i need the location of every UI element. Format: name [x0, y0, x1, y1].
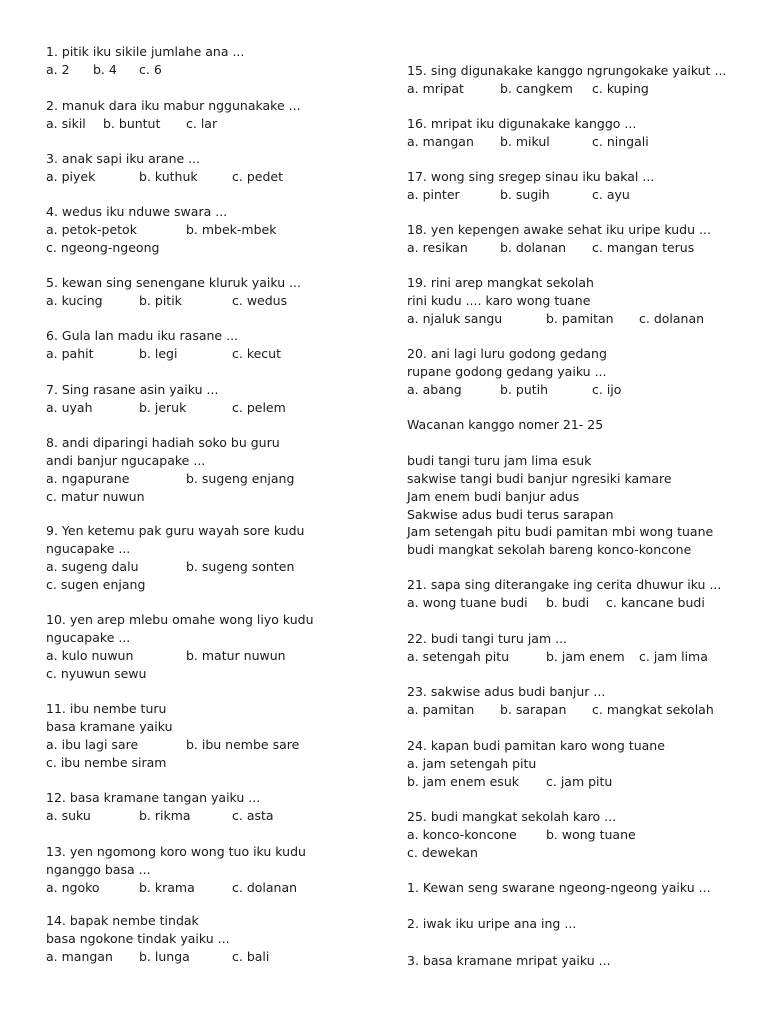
option-a[interactable]: a. pahit	[46, 346, 94, 361]
option-b[interactable]: b. mbek-mbek	[186, 222, 277, 237]
option-a[interactable]: a. 2	[46, 62, 70, 77]
question-text-continued: ngucapake ...	[46, 541, 131, 556]
answer-options	[46, 346, 371, 362]
question-text: 9. Yen ketemu pak guru wayah sore kudu	[46, 523, 305, 538]
answer-options	[46, 949, 371, 965]
option-a[interactable]: a. ngoko	[46, 880, 100, 895]
question-text: 20. ani lagi luru godong gedang	[407, 346, 607, 361]
answer-options	[407, 311, 737, 327]
option-a[interactable]: a. pinter	[407, 187, 460, 202]
option-b[interactable]: b. ibu nembe sare	[186, 737, 300, 752]
option-c[interactable]: c. pelem	[232, 400, 286, 415]
reading-line: budi tangi turu jam lima esuk	[407, 453, 592, 468]
question-text: 2. manuk dara iku mabur nggunakake ...	[46, 98, 301, 113]
reading-line: Jam setengah pitu budi pamitan mbi wong tuane	[407, 524, 714, 539]
option-a[interactable]: a. ibu lagi sare	[46, 737, 139, 752]
question-text: 8. andi diparingi hadiah soko bu guru	[46, 435, 280, 450]
question-text: 1. pitik iku sikile jumlahe ana ...	[46, 44, 245, 59]
question-text: 4. wedus iku nduwe swara ...	[46, 204, 228, 219]
option-c[interactable]: c. sugen enjang	[46, 577, 146, 592]
question-text-continued: basa kramane yaiku	[46, 719, 173, 734]
option-b[interactable]: b. sarapan	[500, 702, 567, 717]
option-a[interactable]: a. sikil	[46, 116, 86, 131]
reading-line: Jam enem budi banjur adus	[407, 489, 580, 504]
option-b[interactable]: b. mikul	[500, 134, 550, 149]
option-b[interactable]: b. jeruk	[139, 400, 187, 415]
option-c[interactable]: c. ngeong-ngeong	[46, 240, 160, 255]
answer-options	[407, 774, 737, 790]
option-c[interactable]: c. mangkat sekolah	[592, 702, 714, 717]
option-b[interactable]: b. sugih	[500, 187, 550, 202]
question-text: 13. yen ngomong koro wong tuo iku kudu	[46, 844, 306, 859]
answer-options	[46, 293, 371, 309]
option-a[interactable]: a. petok-petok	[46, 222, 137, 237]
answer-options	[407, 595, 737, 611]
option-b[interactable]: b. sugeng sonten	[186, 559, 295, 574]
option-c[interactable]: c. jam pitu	[546, 774, 613, 789]
answer-options	[407, 702, 737, 718]
answer-options	[46, 880, 371, 896]
question-text: 23. sakwise adus budi banjur ...	[407, 684, 606, 699]
option-b[interactable]: b. jam enem	[546, 649, 625, 664]
question-text: 16. mripat iku digunakake kanggo ...	[407, 116, 637, 131]
option-b[interactable]: b. legi	[139, 346, 178, 361]
reading-line: Sakwise adus budi terus sarapan	[407, 507, 614, 522]
option-b[interactable]: b. wong tuane	[546, 827, 636, 842]
option-b[interactable]: b. pamitan	[546, 311, 614, 326]
reading-title: Wacanan kanggo nomer 21- 25	[407, 417, 604, 432]
option-c[interactable]: c. 6	[139, 62, 162, 77]
option-a[interactable]: a. mripat	[407, 81, 464, 96]
option-b[interactable]: b. rikma	[139, 808, 191, 823]
option-b[interactable]: b. sugeng enjang	[186, 471, 295, 486]
option-a[interactable]: a. suku	[46, 808, 91, 823]
question-text: 17. wong sing sregep sinau iku bakal ...	[407, 169, 655, 184]
answer-options	[407, 81, 737, 97]
option-c[interactable]: c. kuping	[592, 81, 649, 96]
option-b[interactable]: b. krama	[139, 880, 195, 895]
question-text: 12. basa kramane tangan yaiku ...	[46, 790, 261, 805]
question-text: 19. rini arep mangkat sekolah	[407, 275, 594, 290]
answer-options	[46, 222, 371, 238]
question-text: 18. yen kepengen awake sehat iku uripe kudu ...	[407, 222, 711, 237]
question-text-continued: nganggo basa ...	[46, 862, 151, 877]
option-a[interactable]: a. mangan	[407, 134, 474, 149]
answer-options	[407, 382, 737, 398]
question-text: 6. Gula lan madu iku rasane ...	[46, 328, 239, 343]
option-a[interactable]: a. mangan	[46, 949, 113, 964]
answer-options	[407, 827, 737, 843]
answer-options	[46, 648, 371, 664]
question-text: 22. budi tangi turu jam ...	[407, 631, 568, 646]
option-c[interactable]: c. dolanan	[639, 311, 705, 326]
question-text: 7. Sing rasane asin yaiku ...	[46, 382, 219, 397]
answer-options	[407, 187, 737, 203]
question-text: 3. anak sapi iku arane ...	[46, 151, 201, 166]
option-c[interactable]: c. ningali	[592, 134, 649, 149]
answer-options	[46, 808, 371, 824]
option-c[interactable]: c. ijo	[592, 382, 622, 397]
reading-line: budi mangkat sekolah bareng konco-koncone	[407, 542, 692, 557]
essay-question: 2. iwak iku uripe ana ing ...	[407, 916, 577, 931]
essay-question: 1. Kewan seng swarane ngeong-ngeong yaiku ...	[407, 880, 711, 895]
option-b[interactable]: b. buntut	[103, 116, 161, 131]
option-c[interactable]: c. mangan terus	[592, 240, 695, 255]
option-b[interactable]: b. pitik	[139, 293, 182, 308]
option-a[interactable]: a. jam setengah pitu	[407, 756, 537, 771]
option-b[interactable]: b. lunga	[139, 949, 190, 964]
answer-options	[407, 649, 737, 665]
option-c[interactable]: c. ayu	[592, 187, 630, 202]
question-text: 25. budi mangkat sekolah karo ...	[407, 809, 617, 824]
question-text-continued: ngucapake ...	[46, 630, 131, 645]
question-text: 11. ibu nembe turu	[46, 701, 167, 716]
answer-options	[46, 169, 371, 185]
option-c[interactable]: c. dolanan	[232, 880, 298, 895]
option-c[interactable]: c. lar	[186, 116, 218, 131]
answer-options	[46, 62, 371, 78]
question-text: 14. bapak nembe tindak	[46, 913, 199, 928]
option-a[interactable]: a. uyah	[46, 400, 93, 415]
option-c[interactable]: c. ibu nembe siram	[46, 755, 167, 770]
option-a[interactable]: a. ngapurane	[46, 471, 130, 486]
question-text: 21. sapa sing diterangake ing cerita dhuwur iku ...	[407, 577, 722, 592]
option-a[interactable]: a. njaluk sangu	[407, 311, 503, 326]
question-text: 10. yen arep mlebu omahe wong liyo kudu	[46, 612, 314, 627]
option-a[interactable]: a. resikan	[407, 240, 468, 255]
option-a[interactable]: a. abang	[407, 382, 462, 397]
question-text-continued: andi banjur ngucapake ...	[46, 453, 206, 468]
option-c[interactable]: c. matur nuwun	[46, 489, 145, 504]
option-a[interactable]: a. pamitan	[407, 702, 475, 717]
answer-options	[46, 471, 371, 487]
question-text-continued: rini kudu .... karo wong tuane	[407, 293, 591, 308]
option-a[interactable]: a. piyek	[46, 169, 96, 184]
question-text-continued: basa ngokone tindak yaiku ...	[46, 931, 230, 946]
option-c[interactable]: c. kecut	[232, 346, 281, 361]
answer-options	[46, 737, 371, 753]
answer-options	[407, 134, 737, 150]
option-b[interactable]: b. kuthuk	[139, 169, 198, 184]
option-b[interactable]: b. cangkem	[500, 81, 573, 96]
option-b[interactable]: b. dolanan	[500, 240, 567, 255]
option-b[interactable]: b. putih	[500, 382, 549, 397]
option-b[interactable]: b. 4	[93, 62, 117, 77]
question-text: 5. kewan sing senengane kluruk yaiku ...	[46, 275, 302, 290]
option-c[interactable]: c. jam lima	[639, 649, 708, 664]
option-b[interactable]: b. budi	[546, 595, 590, 610]
option-c[interactable]: c. wedus	[232, 293, 288, 308]
answer-options	[407, 240, 737, 256]
answer-options	[46, 116, 371, 132]
option-a[interactable]: a. setengah pitu	[407, 649, 510, 664]
option-c[interactable]: c. kancane budi	[606, 595, 705, 610]
option-a[interactable]: a. wong tuane budi	[407, 595, 528, 610]
answer-options	[46, 400, 371, 416]
essay-question: 3. basa kramane mripat yaiku ...	[407, 953, 611, 968]
question-text: 24. kapan budi pamitan karo wong tuane	[407, 738, 665, 753]
question-text: 15. sing digunakake kanggo ngrungokake yaikut ...	[407, 63, 727, 78]
option-a[interactable]: a. konco-koncone	[407, 827, 517, 842]
option-c[interactable]: c. asta	[232, 808, 274, 823]
option-c[interactable]: c. dewekan	[407, 845, 478, 860]
option-c[interactable]: c. nyuwun sewu	[46, 666, 147, 681]
option-b[interactable]: b. jam enem esuk	[407, 774, 519, 789]
option-a[interactable]: a. kulo nuwun	[46, 648, 134, 663]
option-c[interactable]: c. bali	[232, 949, 270, 964]
option-c[interactable]: c. pedet	[232, 169, 283, 184]
option-a[interactable]: a. kucing	[46, 293, 103, 308]
answer-options	[46, 559, 371, 575]
option-b[interactable]: b. matur nuwun	[186, 648, 286, 663]
reading-line: sakwise tangi budi banjur ngresiki kamare	[407, 471, 672, 486]
option-a[interactable]: a. sugeng dalu	[46, 559, 139, 574]
question-text-continued: rupane godong gedang yaiku ...	[407, 364, 607, 379]
